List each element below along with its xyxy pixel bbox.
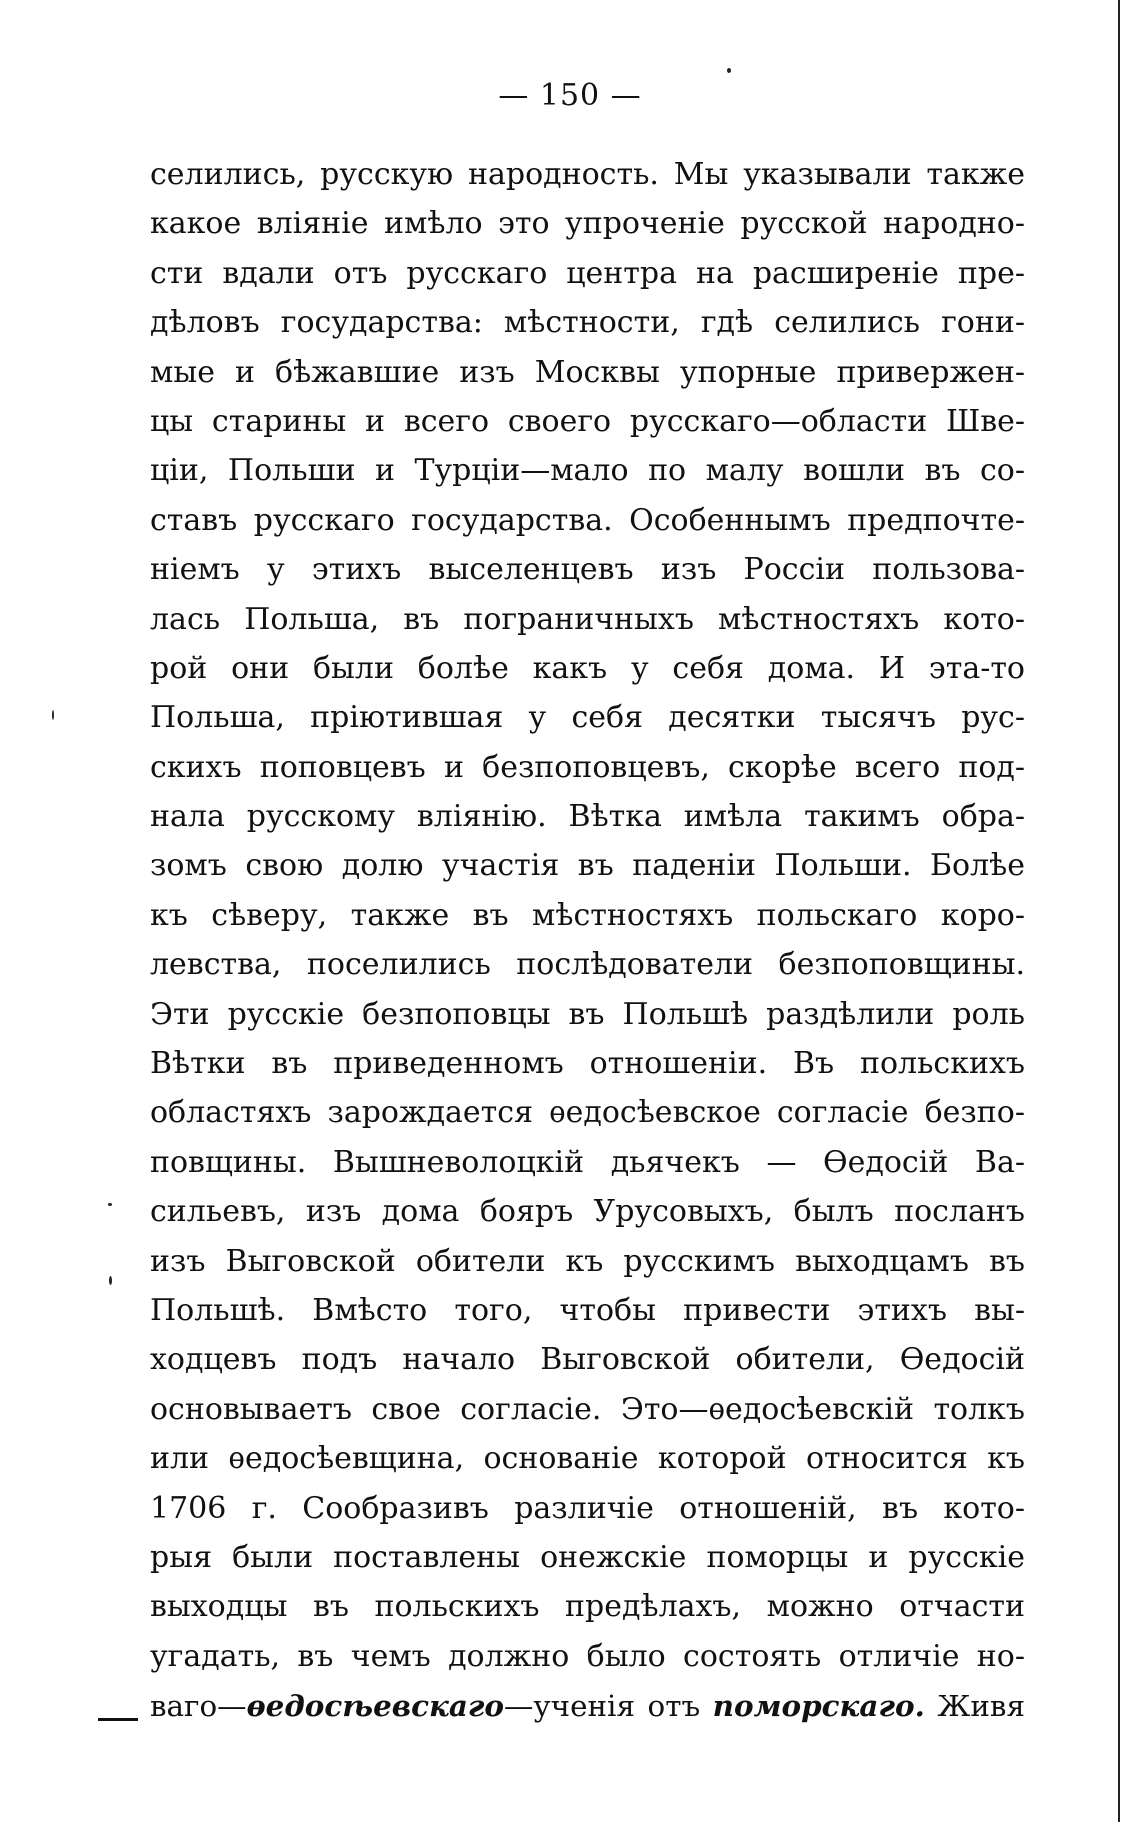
ink-speck <box>108 1203 112 1206</box>
text-line: мые и бѣжавшие изъ Москвы упорные привержен- <box>150 354 1025 390</box>
text-line: изъ Выговской обители къ русскимъ выходцамъ въ <box>150 1243 1025 1279</box>
body-text <box>150 150 1025 1731</box>
text-line: или ѳедосѣевщина, основанiе которой относится къ <box>150 1441 1025 1477</box>
text-fragment: ваго— <box>150 1689 247 1724</box>
ink-speck <box>727 68 731 73</box>
text-line: угадать, въ чемъ должно было состоять отличiе но- <box>150 1638 1025 1674</box>
text-line: зомъ свою долю участiя въ паденiи Польши. Болѣе <box>150 848 1025 884</box>
text-line: 1706 г. Сообразивъ различiе отношенiй, въ кото- <box>150 1490 1025 1526</box>
text-line: повщины. Вышневолоцкiй дьячекъ — Ѳедосiй Ва- <box>150 1144 1025 1180</box>
italic-term: поморскаго. <box>712 1688 925 1724</box>
text-line: Польша, прiютившая у себя десятки тысячъ рус- <box>150 700 1025 736</box>
text-line: сти вдали отъ русскаго центра на расширенiе пре- <box>150 255 1025 291</box>
text-line: областяхъ зарождается ѳедосѣевское согласiе безпо- <box>150 1095 1025 1131</box>
text-fragment: —ученiя отъ <box>504 1689 713 1724</box>
text-line: скихъ поповцевъ и безпоповцевъ, скорѣе всего под- <box>150 749 1025 785</box>
text-line: Польшѣ. Вмѣсто того, чтобы привести этихъ вы- <box>150 1292 1025 1328</box>
margin-mark <box>98 1718 138 1721</box>
page-number: — 150 — <box>498 78 642 113</box>
text-line: какое влiянiе имѣло это упроченiе русской народно- <box>150 206 1025 242</box>
text-line: дѣловъ государства: мѣстности, гдѣ селились гони- <box>150 305 1025 341</box>
text-line: лась Польша, въ пограничныхъ мѣстностяхъ кото- <box>150 601 1025 637</box>
text-line: рыя были поставлены онежскiе поморцы и русскiе <box>150 1539 1025 1575</box>
text-line: сильевъ, изъ дома бояръ Урусовыхъ, былъ посланъ <box>150 1194 1025 1230</box>
italic-term: ѳедосѣевскаго <box>246 1688 505 1724</box>
text-line: цы старины и всего своего русскаго—области Шве- <box>150 403 1025 439</box>
text-line: Вѣтки въ приведенномъ отношенiи. Въ польскихъ <box>150 1046 1025 1082</box>
text-fragment: Живя <box>924 1689 1025 1724</box>
text-line-last <box>150 1681 1025 1730</box>
text-line: рой они были болѣе какъ у себя дома. И эта-то <box>150 650 1025 686</box>
ink-speck <box>109 1276 112 1285</box>
text-line: нала русскому влiянiю. Вѣтка имѣла такимъ обра- <box>150 799 1025 835</box>
page-edge-rule <box>1118 0 1120 1822</box>
text-line: выходцы въ польскихъ предѣлахъ, можно отчасти <box>150 1589 1025 1625</box>
text-line: цiи, Польши и Турцiи—мало по малу вошли въ со- <box>150 453 1025 489</box>
text-line: нiемъ у этихъ выселенцевъ изъ Россiи пользова- <box>150 552 1025 588</box>
text-line: селились, русскую народность. Мы указывали также <box>150 157 1025 192</box>
text-line: основываетъ свое согласiе. Это—ѳедосѣевскiй толкъ <box>150 1391 1025 1427</box>
text-line: къ сѣверу, также въ мѣстностяхъ польскаго коро- <box>150 897 1025 933</box>
text-line: Эти русскiе безпоповцы въ Польшѣ раздѣлили роль <box>150 996 1025 1032</box>
ink-speck <box>52 710 54 720</box>
text-line: левства, поселились послѣдователи безпоповщины. <box>150 947 1025 983</box>
text-line: ходцевъ подъ начало Выговской обители, Ѳедосiй <box>150 1342 1025 1378</box>
text-line: ставъ русскаго государства. Особеннымъ предпочте- <box>150 502 1025 538</box>
